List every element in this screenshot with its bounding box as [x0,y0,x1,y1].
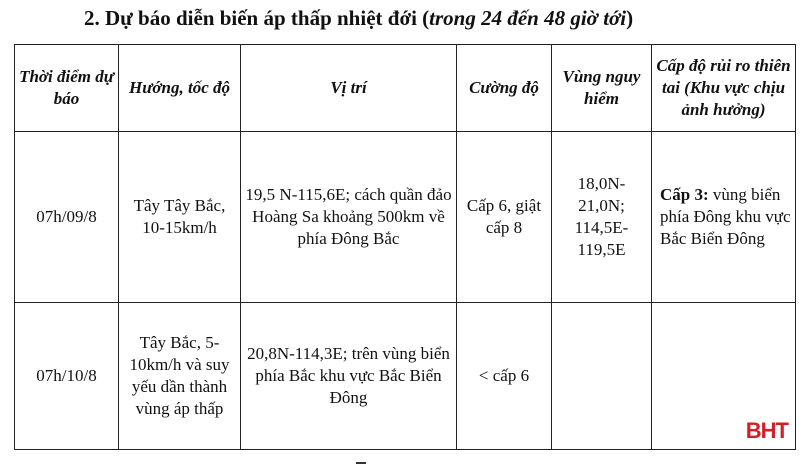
cell-danger-zone: 18,0N-21,0N; 114,5E-119,5E [552,132,652,303]
header-time: Thời điểm dự báo [15,45,119,132]
heading-main: 2. Dự báo diễn biến áp thấp nhiệt đới ( [84,6,430,30]
cell-direction: Tây Bắc, 5-10km/h và suy yếu dần thành vùng áp thấp [119,303,241,450]
header-danger-zone: Vùng nguy hiểm [552,45,652,132]
table-row [15,303,796,450]
cell-direction: Tây Tây Bắc, 10-15km/h [119,132,241,303]
risk-area-text: vùng biển phía Đông khu vực Bắc Biển Đông [660,185,791,248]
forecast-table [14,44,796,450]
cell-risk-level [652,132,796,303]
section-heading [84,6,633,31]
bht-logo: BHT [745,418,788,443]
header-intensity: Cường độ [457,45,552,132]
header-direction: Hướng, tốc độ [119,45,241,132]
cropped-text-fragment [356,462,366,470]
cell-intensity: Cấp 6, giật cấp 8 [457,132,552,303]
header-risk-level: Cấp độ rủi ro thiên tai (Khu vực chịu ảnh hưởng) [652,45,796,132]
cell-danger-zone [552,303,652,450]
header-position: Vị trí [241,45,457,132]
cell-position: 20,8N-114,3E; trên vùng biển phía Bắc khu vực Bắc Biển Đông [241,303,457,450]
table-header-row [15,45,796,132]
cell-time: 07h/09/8 [15,132,119,303]
cell-intensity: < cấp 6 [457,303,552,450]
risk-level-label: Cấp 3: [660,185,709,204]
table-row [15,132,796,303]
heading-close: ) [626,6,634,30]
cell-time: 07h/10/8 [15,303,119,450]
cell-position: 19,5 N-115,6E; cách quần đảo Hoàng Sa khoảng 500km về phía Đông Bắc [241,132,457,303]
heading-subtitle: trong 24 đến 48 giờ tới [429,6,627,30]
